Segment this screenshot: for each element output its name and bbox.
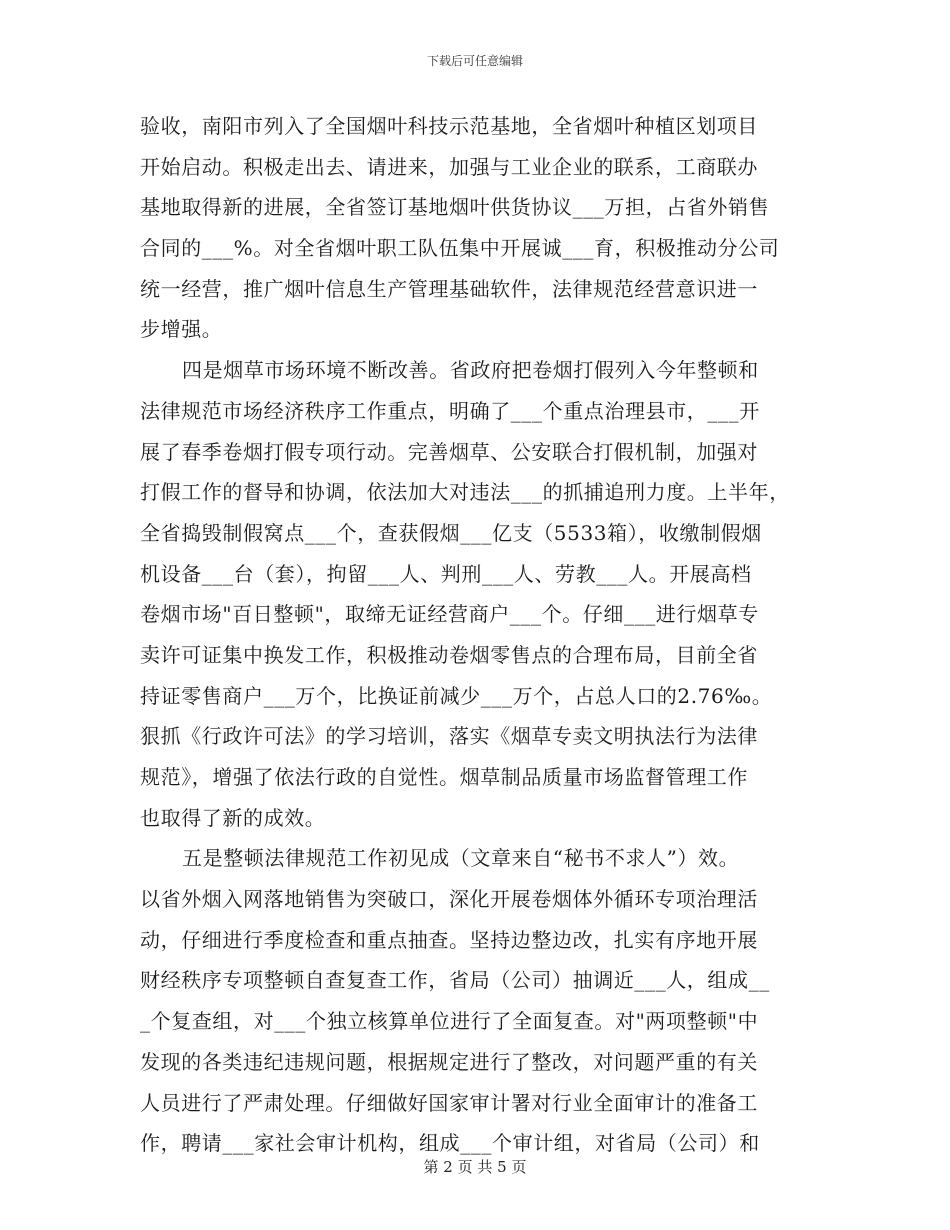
text-line: 也取得了新的成效。 [140,805,326,830]
text-line: _个复查组，对___个独立核算单位进行了全面复查。对"两项整顿"中 [140,1009,759,1034]
text-line: 合同的___%。对全省烟叶职工队伍集中开展诚___育，积极推动分公司 [140,236,780,261]
paragraph-start-line: 四是烟草市场环境不断改善。省政府把卷烟打假列入今年整顿和 [182,358,759,383]
text-line: 财经秩序专项整顿自查复查工作，省局（公司）抽调近___人，组成__ [140,968,770,993]
text-line: 法律规范市场经济秩序工作重点，明确了___个重点治理县市，___开 [140,398,760,423]
page-header: 下载后可任意编辑 [426,54,523,68]
text-line: 基地取得新的进展，全省签订基地烟叶供货协议___万担，占省外销售 [140,195,770,220]
text-line: 全省捣毁制假窝点___个，查获假烟___亿支（5533箱），收缴制假烟 [140,520,762,545]
text-line: 动，仔细进行季度检查和重点抽查。坚持边整边改，扎实有序地开展 [140,927,758,952]
text-line: 发现的各类违纪违规问题，根据规定进行了整改，对问题严重的有关 [140,1049,758,1074]
text-line: 持证零售商户___万个，比换证前减少___万个，占总人口的2.76‰。 [140,683,773,708]
text-line: 步增强。 [140,317,223,342]
document-body [140,106,820,1164]
text-line: 卖许可证集中换发工作，积极推动卷烟零售点的合理布局，目前全省 [140,642,758,667]
text-line: 以省外烟入网落地销售为突破口，深化开展卷烟体外循环专项治理活 [140,887,758,912]
text-line: 验收，南阳市列入了全国烟叶科技示范基地，全省烟叶种植区划项目 [140,114,758,138]
text-line: 狠抓《行政许可法》的学习培训，落实《烟草专卖文明执法行为法律 [140,724,758,749]
paragraph-start-line: 五是整顿法律规范工作初见成（文章来自“秘书不求人”）效。 [182,846,740,871]
text-line: 规范》，增强了依法行政的自觉性。烟草制品质量市场监督管理工作 [140,765,748,789]
page-number: 第 2 页 共 5 页 [423,1158,527,1176]
text-line: 人员进行了严肃处理。仔细做好国家审计署对行业全面审计的准备工 [140,1090,758,1115]
text-line: 打假工作的督导和协调，依法加大对违法___的抓捕追刑力度。上半年， [140,480,790,505]
text-line: 机设备___台（套），拘留___人、判刑___人、劳教___人。开展高档 [140,561,752,586]
text-line: 展了春季卷烟打假专项行动。完善烟草、公安联合打假机制，加强对 [140,439,758,464]
text-line: 卷烟市场"百日整顿"，取缔无证经营商户___个。仔细___进行烟草专 [140,602,759,627]
text-line: 统一经营，推广烟叶信息生产管理基础软件，法律规范经营意识进一 [140,276,758,301]
text-line: 作，聘请___家社会审计机构，组成___个审计组，对省局（公司）和 [140,1131,760,1156]
text-line: 开始启动。积极走出去、请进来，加强与工业企业的联系，工商联办 [140,154,758,179]
